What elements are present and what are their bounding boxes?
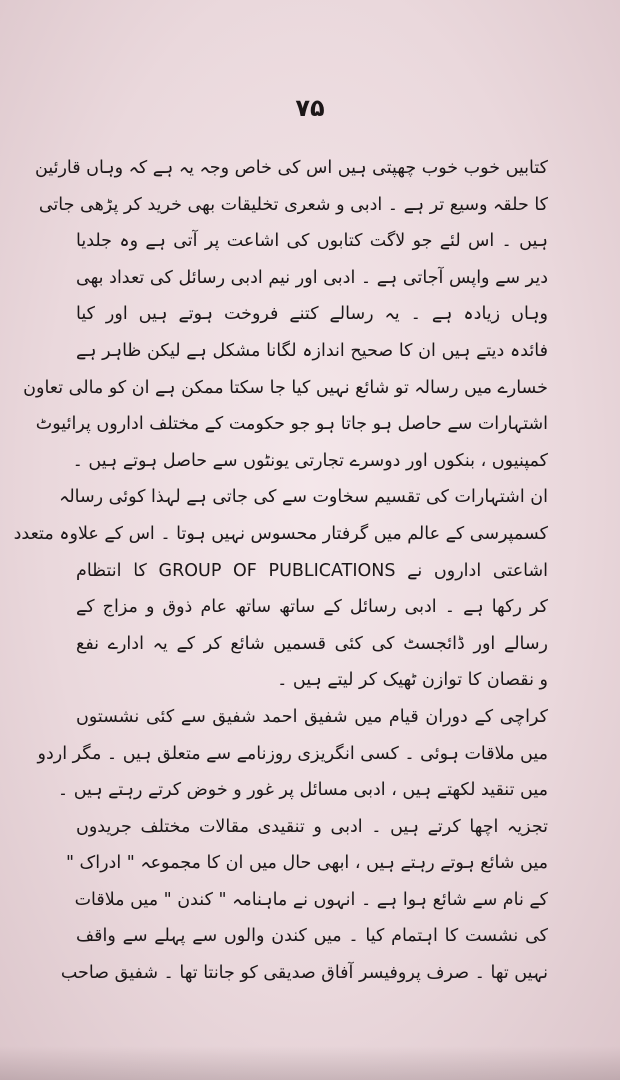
text-line: کسمپرسی کے عالم میں گرفتار محسوس نہیں ہوتا ۔ اس کے علاوہ متعدد bbox=[13, 523, 548, 544]
page-edge-shadow bbox=[0, 1046, 620, 1080]
text-line: میں ملاقات ہوئی ۔ کسی انگریزی روزنامے سے متعلق ہیں ۔ مگر اردو bbox=[37, 743, 548, 764]
page-number: ۷۵ bbox=[295, 94, 325, 122]
text-line: میں شائع ہوتے رہتے ہیں ، ابھی حال میں ان کا مجموعہ " ادراک " bbox=[65, 853, 548, 874]
text-line: کے نام سے شائع ہوا ہے ۔ انہوں نے ماہنامہ " کندن " میں ملاقات bbox=[74, 889, 548, 910]
text-line: کراچی کے دوران قیام میں شفیق احمد شفیق سے کئی نشستوں bbox=[76, 706, 548, 727]
page-body bbox=[13, 150, 548, 992]
text-line: کا حلقہ وسیع تر ہے ۔ ادبی و شعری تخلیقات بھی خرید کر پڑھی جاتی bbox=[38, 194, 548, 215]
text-line: ان اشتہارات کی تقسیم سخاوت سے کی جاتی ہے لہذا کوئی رسالہ bbox=[59, 487, 548, 508]
text-line: دیر سے واپس آجاتی ہے ۔ ادبی اور نیم ادبی رسائل کی تعداد بھی bbox=[76, 267, 548, 288]
text-line: کی نشست کا اہتمام کیا ۔ میں کندن والوں سے پہلے سے واقف bbox=[76, 926, 548, 947]
text-line: خسارے میں رسالہ تو شائع نہیں کیا جا سکتا ممکن ہے ان کو مالی تعاون bbox=[23, 377, 548, 398]
text-line: و نقصان کا توازن ٹھیک کر لیتے ہیں ۔ bbox=[277, 670, 548, 691]
text-line: تجزیہ اچھا کرتے ہیں ۔ ادبی و تنقیدی مقالات مختلف جریدوں bbox=[76, 816, 548, 837]
text-line: ہیں ۔ اس لئے جو لاگت کتابوں کی اشاعت پر آتی ہے وہ جلدیا bbox=[76, 231, 548, 252]
text-line: اشاعتی اداروں نے GROUP OF PUBLICATIONS کا انتظام bbox=[76, 560, 548, 581]
text-line: اشتہارات سے حاصل ہو جاتا ہو جو حکومت کے مختلف اداروں پرائیوٹ bbox=[35, 414, 548, 435]
text-line: میں تنقید لکھتے ہیں ، ادبی مسائل پر غور و خوض کرتے رہتے ہیں ۔ bbox=[57, 780, 548, 801]
text-line: کمپنیوں ، بنکوں اور دوسرے تجارتی یونٹوں سے حاصل ہوتے ہیں ۔ bbox=[72, 450, 548, 471]
text-line: فائدہ دیتے ہیں ان کا صحیح اندازہ لگانا مشکل ہے لیکن ظاہر ہے bbox=[76, 340, 548, 361]
text-line: کر رکھا ہے ۔ ادبی رسائل کے ساتھ ساتھ عام ذوق و مزاج کے bbox=[76, 597, 548, 618]
text-line: وہاں زیادہ ہے ۔ یہ رسالے کتنے فروخت ہوتے ہیں اور کیا bbox=[76, 304, 548, 325]
text-line: کتابیں خوب خوب چھپتی ہیں اس کی خاص وجہ یہ ہے کہ وہاں قارئین bbox=[35, 158, 548, 178]
text-line: رسالے اور ڈائجسٹ کی کئی قسمیں شائع کر کے یہ ادارے نفع bbox=[76, 633, 548, 654]
text-line: نہیں تھا ۔ صرف پروفیسر آفاق صدیقی کو جانتا تھا ۔ شفیق صاحب bbox=[60, 963, 548, 984]
